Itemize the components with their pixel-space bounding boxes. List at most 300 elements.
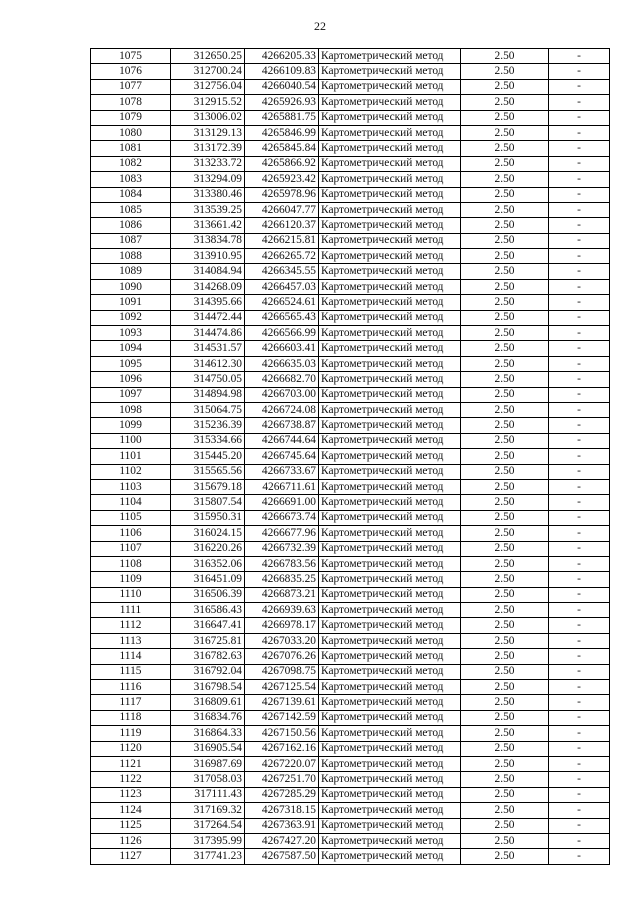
method-cell: Картометрический метод bbox=[319, 633, 461, 648]
table-row bbox=[91, 156, 610, 171]
point-number-cell: 1115 bbox=[91, 664, 171, 679]
point-number-cell: 1087 bbox=[91, 233, 171, 248]
y-coordinate-cell: 4265923.42 bbox=[245, 172, 319, 187]
table-row bbox=[91, 249, 610, 264]
x-coordinate-cell: 313539.25 bbox=[171, 202, 245, 217]
point-number-cell: 1111 bbox=[91, 603, 171, 618]
point-number-cell: 1080 bbox=[91, 125, 171, 140]
method-cell: Картометрический метод bbox=[319, 156, 461, 171]
x-coordinate-cell: 313294.09 bbox=[171, 172, 245, 187]
y-coordinate-cell: 4266724.08 bbox=[245, 402, 319, 417]
note-cell: - bbox=[549, 249, 610, 264]
note-cell: - bbox=[549, 510, 610, 525]
x-coordinate-cell: 313233.72 bbox=[171, 156, 245, 171]
point-number-cell: 1098 bbox=[91, 402, 171, 417]
note-cell: - bbox=[549, 695, 610, 710]
table-row bbox=[91, 664, 610, 679]
table-row bbox=[91, 433, 610, 448]
table-row bbox=[91, 202, 610, 217]
point-number-cell: 1085 bbox=[91, 202, 171, 217]
note-cell: - bbox=[549, 233, 610, 248]
method-cell: Картометрический метод bbox=[319, 556, 461, 571]
y-coordinate-cell: 4266603.41 bbox=[245, 341, 319, 356]
point-number-cell: 1079 bbox=[91, 110, 171, 125]
table-row bbox=[91, 372, 610, 387]
point-number-cell: 1109 bbox=[91, 572, 171, 587]
accuracy-cell: 2.50 bbox=[461, 249, 549, 264]
table-row bbox=[91, 572, 610, 587]
table-row bbox=[91, 356, 610, 371]
point-number-cell: 1106 bbox=[91, 526, 171, 541]
point-number-cell: 1112 bbox=[91, 618, 171, 633]
note-cell: - bbox=[549, 787, 610, 802]
method-cell: Картометрический метод bbox=[319, 279, 461, 294]
accuracy-cell: 2.50 bbox=[461, 279, 549, 294]
y-coordinate-cell: 4267363.91 bbox=[245, 818, 319, 833]
y-coordinate-cell: 4266047.77 bbox=[245, 202, 319, 217]
table-row bbox=[91, 218, 610, 233]
method-cell: Картометрический метод bbox=[319, 341, 461, 356]
accuracy-cell: 2.50 bbox=[461, 464, 549, 479]
note-cell: - bbox=[549, 633, 610, 648]
table-row bbox=[91, 233, 610, 248]
x-coordinate-cell: 313910.95 bbox=[171, 249, 245, 264]
note-cell: - bbox=[549, 587, 610, 602]
point-number-cell: 1104 bbox=[91, 495, 171, 510]
method-cell: Картометрический метод bbox=[319, 402, 461, 417]
y-coordinate-cell: 4267220.07 bbox=[245, 756, 319, 771]
point-number-cell: 1110 bbox=[91, 587, 171, 602]
y-coordinate-cell: 4266835.25 bbox=[245, 572, 319, 587]
note-cell: - bbox=[549, 756, 610, 771]
x-coordinate-cell: 314894.98 bbox=[171, 387, 245, 402]
y-coordinate-cell: 4265926.93 bbox=[245, 95, 319, 110]
accuracy-cell: 2.50 bbox=[461, 741, 549, 756]
x-coordinate-cell: 316725.81 bbox=[171, 633, 245, 648]
y-coordinate-cell: 4266565.43 bbox=[245, 310, 319, 325]
accuracy-cell: 2.50 bbox=[461, 526, 549, 541]
method-cell: Картометрический метод bbox=[319, 372, 461, 387]
y-coordinate-cell: 4266711.61 bbox=[245, 479, 319, 494]
accuracy-cell: 2.50 bbox=[461, 449, 549, 464]
method-cell: Картометрический метод bbox=[319, 433, 461, 448]
x-coordinate-cell: 316987.69 bbox=[171, 756, 245, 771]
point-number-cell: 1114 bbox=[91, 649, 171, 664]
x-coordinate-cell: 312756.04 bbox=[171, 79, 245, 94]
accuracy-cell: 2.50 bbox=[461, 803, 549, 818]
method-cell: Картометрический метод bbox=[319, 803, 461, 818]
point-number-cell: 1096 bbox=[91, 372, 171, 387]
method-cell: Картометрический метод bbox=[319, 110, 461, 125]
note-cell: - bbox=[549, 95, 610, 110]
accuracy-cell: 2.50 bbox=[461, 695, 549, 710]
table-row bbox=[91, 79, 610, 94]
table-row bbox=[91, 49, 610, 64]
method-cell: Картометрический метод bbox=[319, 264, 461, 279]
note-cell: - bbox=[549, 464, 610, 479]
y-coordinate-cell: 4267251.70 bbox=[245, 772, 319, 787]
y-coordinate-cell: 4266939.63 bbox=[245, 603, 319, 618]
note-cell: - bbox=[549, 649, 610, 664]
accuracy-cell: 2.50 bbox=[461, 402, 549, 417]
method-cell: Картометрический метод bbox=[319, 172, 461, 187]
note-cell: - bbox=[549, 295, 610, 310]
method-cell: Картометрический метод bbox=[319, 541, 461, 556]
note-cell: - bbox=[549, 387, 610, 402]
y-coordinate-cell: 4267162.16 bbox=[245, 741, 319, 756]
x-coordinate-cell: 314531.57 bbox=[171, 341, 245, 356]
point-number-cell: 1076 bbox=[91, 64, 171, 79]
point-number-cell: 1089 bbox=[91, 264, 171, 279]
accuracy-cell: 2.50 bbox=[461, 418, 549, 433]
x-coordinate-cell: 317395.99 bbox=[171, 833, 245, 848]
accuracy-cell: 2.50 bbox=[461, 572, 549, 587]
x-coordinate-cell: 315064.75 bbox=[171, 402, 245, 417]
point-number-cell: 1084 bbox=[91, 187, 171, 202]
point-number-cell: 1092 bbox=[91, 310, 171, 325]
method-cell: Картометрический метод bbox=[319, 603, 461, 618]
accuracy-cell: 2.50 bbox=[461, 172, 549, 187]
x-coordinate-cell: 316647.41 bbox=[171, 618, 245, 633]
table-row bbox=[91, 449, 610, 464]
accuracy-cell: 2.50 bbox=[461, 587, 549, 602]
y-coordinate-cell: 4266682.70 bbox=[245, 372, 319, 387]
x-coordinate-cell: 316220.26 bbox=[171, 541, 245, 556]
method-cell: Картометрический метод bbox=[319, 726, 461, 741]
note-cell: - bbox=[549, 479, 610, 494]
method-cell: Картометрический метод bbox=[319, 387, 461, 402]
y-coordinate-cell: 4266109.83 bbox=[245, 64, 319, 79]
point-number-cell: 1124 bbox=[91, 803, 171, 818]
method-cell: Картометрический метод bbox=[319, 756, 461, 771]
note-cell: - bbox=[549, 680, 610, 695]
page-number: 22 bbox=[314, 19, 326, 33]
y-coordinate-cell: 4267076.26 bbox=[245, 649, 319, 664]
y-coordinate-cell: 4266783.56 bbox=[245, 556, 319, 571]
table-row bbox=[91, 110, 610, 125]
point-number-cell: 1088 bbox=[91, 249, 171, 264]
table-row bbox=[91, 587, 610, 602]
note-cell: - bbox=[549, 726, 610, 741]
accuracy-cell: 2.50 bbox=[461, 125, 549, 140]
table-row bbox=[91, 741, 610, 756]
note-cell: - bbox=[549, 818, 610, 833]
note-cell: - bbox=[549, 202, 610, 217]
method-cell: Картометрический метод bbox=[319, 818, 461, 833]
x-coordinate-cell: 313380.46 bbox=[171, 187, 245, 202]
x-coordinate-cell: 317741.23 bbox=[171, 849, 245, 864]
table-row bbox=[91, 264, 610, 279]
point-number-cell: 1078 bbox=[91, 95, 171, 110]
note-cell: - bbox=[549, 572, 610, 587]
y-coordinate-cell: 4265881.75 bbox=[245, 110, 319, 125]
table-row bbox=[91, 387, 610, 402]
point-number-cell: 1119 bbox=[91, 726, 171, 741]
y-coordinate-cell: 4266120.37 bbox=[245, 218, 319, 233]
x-coordinate-cell: 314268.09 bbox=[171, 279, 245, 294]
point-number-cell: 1091 bbox=[91, 295, 171, 310]
accuracy-cell: 2.50 bbox=[461, 387, 549, 402]
method-cell: Картометрический метод bbox=[319, 649, 461, 664]
y-coordinate-cell: 4266457.03 bbox=[245, 279, 319, 294]
accuracy-cell: 2.50 bbox=[461, 633, 549, 648]
y-coordinate-cell: 4267318.15 bbox=[245, 803, 319, 818]
x-coordinate-cell: 313834.78 bbox=[171, 233, 245, 248]
table-row bbox=[91, 402, 610, 417]
table-row bbox=[91, 495, 610, 510]
y-coordinate-cell: 4266744.64 bbox=[245, 433, 319, 448]
y-coordinate-cell: 4266738.87 bbox=[245, 418, 319, 433]
x-coordinate-cell: 312700.24 bbox=[171, 64, 245, 79]
accuracy-cell: 2.50 bbox=[461, 264, 549, 279]
x-coordinate-cell: 317169.32 bbox=[171, 803, 245, 818]
note-cell: - bbox=[549, 449, 610, 464]
y-coordinate-cell: 4267285.29 bbox=[245, 787, 319, 802]
y-coordinate-cell: 4266673.74 bbox=[245, 510, 319, 525]
point-number-cell: 1126 bbox=[91, 833, 171, 848]
accuracy-cell: 2.50 bbox=[461, 141, 549, 156]
accuracy-cell: 2.50 bbox=[461, 510, 549, 525]
x-coordinate-cell: 316864.33 bbox=[171, 726, 245, 741]
table-row bbox=[91, 187, 610, 202]
accuracy-cell: 2.50 bbox=[461, 772, 549, 787]
x-coordinate-cell: 313129.13 bbox=[171, 125, 245, 140]
note-cell: - bbox=[549, 849, 610, 864]
accuracy-cell: 2.50 bbox=[461, 603, 549, 618]
point-number-cell: 1121 bbox=[91, 756, 171, 771]
table-row bbox=[91, 295, 610, 310]
x-coordinate-cell: 314472.44 bbox=[171, 310, 245, 325]
table-row bbox=[91, 695, 610, 710]
method-cell: Картометрический метод bbox=[319, 772, 461, 787]
accuracy-cell: 2.50 bbox=[461, 110, 549, 125]
y-coordinate-cell: 4267139.61 bbox=[245, 695, 319, 710]
method-cell: Картометрический метод bbox=[319, 49, 461, 64]
table-row bbox=[91, 418, 610, 433]
note-cell: - bbox=[549, 310, 610, 325]
note-cell: - bbox=[549, 79, 610, 94]
note-cell: - bbox=[549, 326, 610, 341]
note-cell: - bbox=[549, 372, 610, 387]
y-coordinate-cell: 4266205.33 bbox=[245, 49, 319, 64]
x-coordinate-cell: 314750.05 bbox=[171, 372, 245, 387]
y-coordinate-cell: 4266265.72 bbox=[245, 249, 319, 264]
method-cell: Картометрический метод bbox=[319, 310, 461, 325]
table-row bbox=[91, 141, 610, 156]
accuracy-cell: 2.50 bbox=[461, 295, 549, 310]
table-row bbox=[91, 756, 610, 771]
method-cell: Картометрический метод bbox=[319, 79, 461, 94]
table-row bbox=[91, 603, 610, 618]
x-coordinate-cell: 317111.43 bbox=[171, 787, 245, 802]
note-cell: - bbox=[549, 803, 610, 818]
table-row bbox=[91, 464, 610, 479]
point-number-cell: 1093 bbox=[91, 326, 171, 341]
point-number-cell: 1090 bbox=[91, 279, 171, 294]
x-coordinate-cell: 312650.25 bbox=[171, 49, 245, 64]
table-row bbox=[91, 726, 610, 741]
note-cell: - bbox=[549, 833, 610, 848]
y-coordinate-cell: 4266733.67 bbox=[245, 464, 319, 479]
table-row bbox=[91, 526, 610, 541]
method-cell: Картометрический метод bbox=[319, 218, 461, 233]
point-number-cell: 1117 bbox=[91, 695, 171, 710]
x-coordinate-cell: 313006.02 bbox=[171, 110, 245, 125]
y-coordinate-cell: 4265845.84 bbox=[245, 141, 319, 156]
accuracy-cell: 2.50 bbox=[461, 833, 549, 848]
table-row bbox=[91, 787, 610, 802]
note-cell: - bbox=[549, 172, 610, 187]
note-cell: - bbox=[549, 341, 610, 356]
accuracy-cell: 2.50 bbox=[461, 495, 549, 510]
y-coordinate-cell: 4266040.54 bbox=[245, 79, 319, 94]
note-cell: - bbox=[549, 541, 610, 556]
method-cell: Картометрический метод bbox=[319, 833, 461, 848]
y-coordinate-cell: 4267098.75 bbox=[245, 664, 319, 679]
y-coordinate-cell: 4266524.61 bbox=[245, 295, 319, 310]
y-coordinate-cell: 4267033.20 bbox=[245, 633, 319, 648]
accuracy-cell: 2.50 bbox=[461, 233, 549, 248]
method-cell: Картометрический метод bbox=[319, 326, 461, 341]
point-number-cell: 1105 bbox=[91, 510, 171, 525]
method-cell: Картометрический метод bbox=[319, 479, 461, 494]
y-coordinate-cell: 4266566.99 bbox=[245, 326, 319, 341]
x-coordinate-cell: 317058.03 bbox=[171, 772, 245, 787]
x-coordinate-cell: 314474.86 bbox=[171, 326, 245, 341]
accuracy-cell: 2.50 bbox=[461, 849, 549, 864]
note-cell: - bbox=[549, 264, 610, 279]
table-row bbox=[91, 172, 610, 187]
coordinates-table bbox=[90, 48, 610, 865]
table-row bbox=[91, 95, 610, 110]
table-row bbox=[91, 479, 610, 494]
table-row bbox=[91, 541, 610, 556]
accuracy-cell: 2.50 bbox=[461, 479, 549, 494]
point-number-cell: 1086 bbox=[91, 218, 171, 233]
x-coordinate-cell: 313661.42 bbox=[171, 218, 245, 233]
note-cell: - bbox=[549, 495, 610, 510]
table-row bbox=[91, 618, 610, 633]
point-number-cell: 1108 bbox=[91, 556, 171, 571]
point-number-cell: 1075 bbox=[91, 49, 171, 64]
accuracy-cell: 2.50 bbox=[461, 680, 549, 695]
accuracy-cell: 2.50 bbox=[461, 356, 549, 371]
accuracy-cell: 2.50 bbox=[461, 787, 549, 802]
point-number-cell: 1100 bbox=[91, 433, 171, 448]
point-number-cell: 1116 bbox=[91, 680, 171, 695]
method-cell: Картометрический метод bbox=[319, 141, 461, 156]
note-cell: - bbox=[549, 526, 610, 541]
table-row bbox=[91, 772, 610, 787]
method-cell: Картометрический метод bbox=[319, 695, 461, 710]
x-coordinate-cell: 316586.43 bbox=[171, 603, 245, 618]
point-number-cell: 1097 bbox=[91, 387, 171, 402]
table-row bbox=[91, 125, 610, 140]
accuracy-cell: 2.50 bbox=[461, 710, 549, 725]
method-cell: Картометрический метод bbox=[319, 849, 461, 864]
note-cell: - bbox=[549, 556, 610, 571]
point-number-cell: 1107 bbox=[91, 541, 171, 556]
table-row bbox=[91, 803, 610, 818]
x-coordinate-cell: 315807.54 bbox=[171, 495, 245, 510]
point-number-cell: 1082 bbox=[91, 156, 171, 171]
y-coordinate-cell: 4265978.96 bbox=[245, 187, 319, 202]
accuracy-cell: 2.50 bbox=[461, 433, 549, 448]
x-coordinate-cell: 317264.54 bbox=[171, 818, 245, 833]
y-coordinate-cell: 4266703.00 bbox=[245, 387, 319, 402]
table-row bbox=[91, 849, 610, 864]
note-cell: - bbox=[549, 772, 610, 787]
table-row bbox=[91, 326, 610, 341]
point-number-cell: 1099 bbox=[91, 418, 171, 433]
table-row bbox=[91, 341, 610, 356]
table-row bbox=[91, 510, 610, 525]
x-coordinate-cell: 316905.54 bbox=[171, 741, 245, 756]
table-row bbox=[91, 279, 610, 294]
accuracy-cell: 2.50 bbox=[461, 64, 549, 79]
point-number-cell: 1083 bbox=[91, 172, 171, 187]
note-cell: - bbox=[549, 741, 610, 756]
x-coordinate-cell: 315334.66 bbox=[171, 433, 245, 448]
x-coordinate-cell: 316451.09 bbox=[171, 572, 245, 587]
method-cell: Картометрический метод bbox=[319, 741, 461, 756]
point-number-cell: 1122 bbox=[91, 772, 171, 787]
point-number-cell: 1102 bbox=[91, 464, 171, 479]
x-coordinate-cell: 316024.15 bbox=[171, 526, 245, 541]
method-cell: Картометрический метод bbox=[319, 680, 461, 695]
method-cell: Картометрический метод bbox=[319, 787, 461, 802]
accuracy-cell: 2.50 bbox=[461, 341, 549, 356]
point-number-cell: 1094 bbox=[91, 341, 171, 356]
table-row bbox=[91, 64, 610, 79]
accuracy-cell: 2.50 bbox=[461, 372, 549, 387]
accuracy-cell: 2.50 bbox=[461, 726, 549, 741]
table-row bbox=[91, 710, 610, 725]
x-coordinate-cell: 315679.18 bbox=[171, 479, 245, 494]
y-coordinate-cell: 4266732.39 bbox=[245, 541, 319, 556]
table-row bbox=[91, 310, 610, 325]
table-row bbox=[91, 818, 610, 833]
x-coordinate-cell: 315950.31 bbox=[171, 510, 245, 525]
method-cell: Картометрический метод bbox=[319, 187, 461, 202]
accuracy-cell: 2.50 bbox=[461, 49, 549, 64]
note-cell: - bbox=[549, 402, 610, 417]
y-coordinate-cell: 4266215.81 bbox=[245, 233, 319, 248]
note-cell: - bbox=[549, 141, 610, 156]
x-coordinate-cell: 315445.20 bbox=[171, 449, 245, 464]
y-coordinate-cell: 4267427.20 bbox=[245, 833, 319, 848]
method-cell: Картометрический метод bbox=[319, 664, 461, 679]
note-cell: - bbox=[549, 218, 610, 233]
x-coordinate-cell: 316782.63 bbox=[171, 649, 245, 664]
note-cell: - bbox=[549, 603, 610, 618]
note-cell: - bbox=[549, 187, 610, 202]
x-coordinate-cell: 316352.06 bbox=[171, 556, 245, 571]
accuracy-cell: 2.50 bbox=[461, 218, 549, 233]
point-number-cell: 1103 bbox=[91, 479, 171, 494]
y-coordinate-cell: 4267125.54 bbox=[245, 680, 319, 695]
accuracy-cell: 2.50 bbox=[461, 664, 549, 679]
point-number-cell: 1101 bbox=[91, 449, 171, 464]
y-coordinate-cell: 4267587.50 bbox=[245, 849, 319, 864]
table-row bbox=[91, 556, 610, 571]
accuracy-cell: 2.50 bbox=[461, 326, 549, 341]
method-cell: Картометрический метод bbox=[319, 356, 461, 371]
point-number-cell: 1081 bbox=[91, 141, 171, 156]
x-coordinate-cell: 316834.76 bbox=[171, 710, 245, 725]
y-coordinate-cell: 4267142.59 bbox=[245, 710, 319, 725]
note-cell: - bbox=[549, 156, 610, 171]
